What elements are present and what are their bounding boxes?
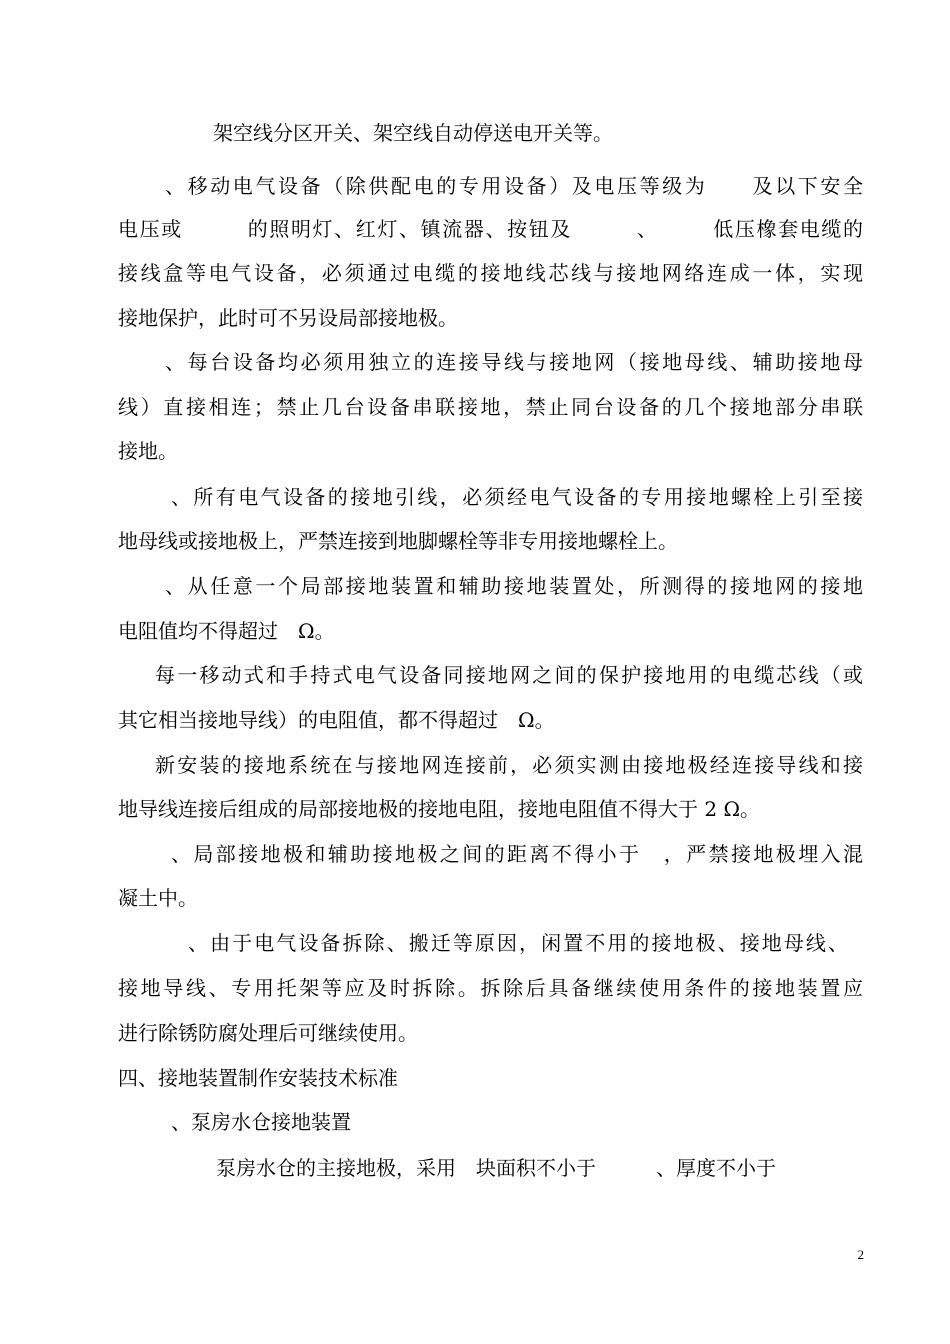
text-line: 进行除锈防腐处理后可继续使用。 xyxy=(118,1021,418,1045)
subsection-heading: 、泵房水仓接地装置 xyxy=(171,1110,351,1134)
text-line: 其它相当接地导线）的电阻值，都不得超过 Ω。 xyxy=(118,708,555,732)
text-line: 接线盒等电气设备，必须通过电缆的接地线芯线与接地网络连成一体，实现 xyxy=(118,261,863,285)
text-line: 、局部接地极和辅助接地极之间的距离不得小于 ，严禁接地极埋入混 xyxy=(171,842,863,866)
text-line: 、每台设备均必须用独立的连接导线与接地网（接地母线、辅助接地母 xyxy=(165,350,863,374)
section-heading: 四、接地装置制作安装技术标准 xyxy=(118,1066,398,1090)
text-line: 线）直接相连；禁止几台设备串联接地，禁止同台设备的几个接地部分串联 xyxy=(118,395,863,419)
text-line: 、由于电气设备拆除、搬迁等原因，闲置不用的接地极、接地母线、 xyxy=(188,931,848,955)
text-line: 地导线连接后组成的局部接地极的接地电阻，接地电阻值不得大于 2 Ω。 xyxy=(118,797,761,821)
text-line: 接地导线、专用托架等应及时拆除。拆除后具备继续使用条件的接地装置应 xyxy=(118,976,863,1000)
text-line: 接地保护，此时可不另设局部接地极。 xyxy=(118,306,458,330)
text-line: 电压或 的照明灯、红灯、镇流器、按钮及 、 低压橡套电缆的 xyxy=(118,217,863,241)
text-line: 架空线分区开关、架空线自动停送电开关等。 xyxy=(213,121,613,145)
text-line: 电阻值均不得超过 Ω。 xyxy=(118,619,335,643)
text-line: 、所有电气设备的接地引线，必须经电气设备的专用接地螺栓上引至接 xyxy=(171,485,863,509)
page-number: 2 xyxy=(857,1247,864,1262)
text-line: 新安装的接地系统在与接地网连接前，必须实测由接地极经连接导线和接 xyxy=(155,753,863,777)
text-line: 地母线或接地极上，严禁连接到地脚螺栓等非专用接地螺栓上。 xyxy=(118,529,678,553)
text-line: 、移动电气设备（除供配电的专用设备）及电压等级为 及以下安全 xyxy=(165,174,863,198)
text-line: 、从任意一个局部接地装置和辅助接地装置处，所测得的接地网的接地 xyxy=(165,574,863,598)
text-line: 泵房水仓的主接地极，采用 块面积不小于 、厚度不小于 xyxy=(216,1156,776,1180)
text-line: 接地。 xyxy=(118,439,178,463)
text-line: 凝土中。 xyxy=(118,886,198,910)
text-line: 每一移动式和手持式电气设备同接地网之间的保护接地用的电缆芯线（或 xyxy=(155,663,863,687)
